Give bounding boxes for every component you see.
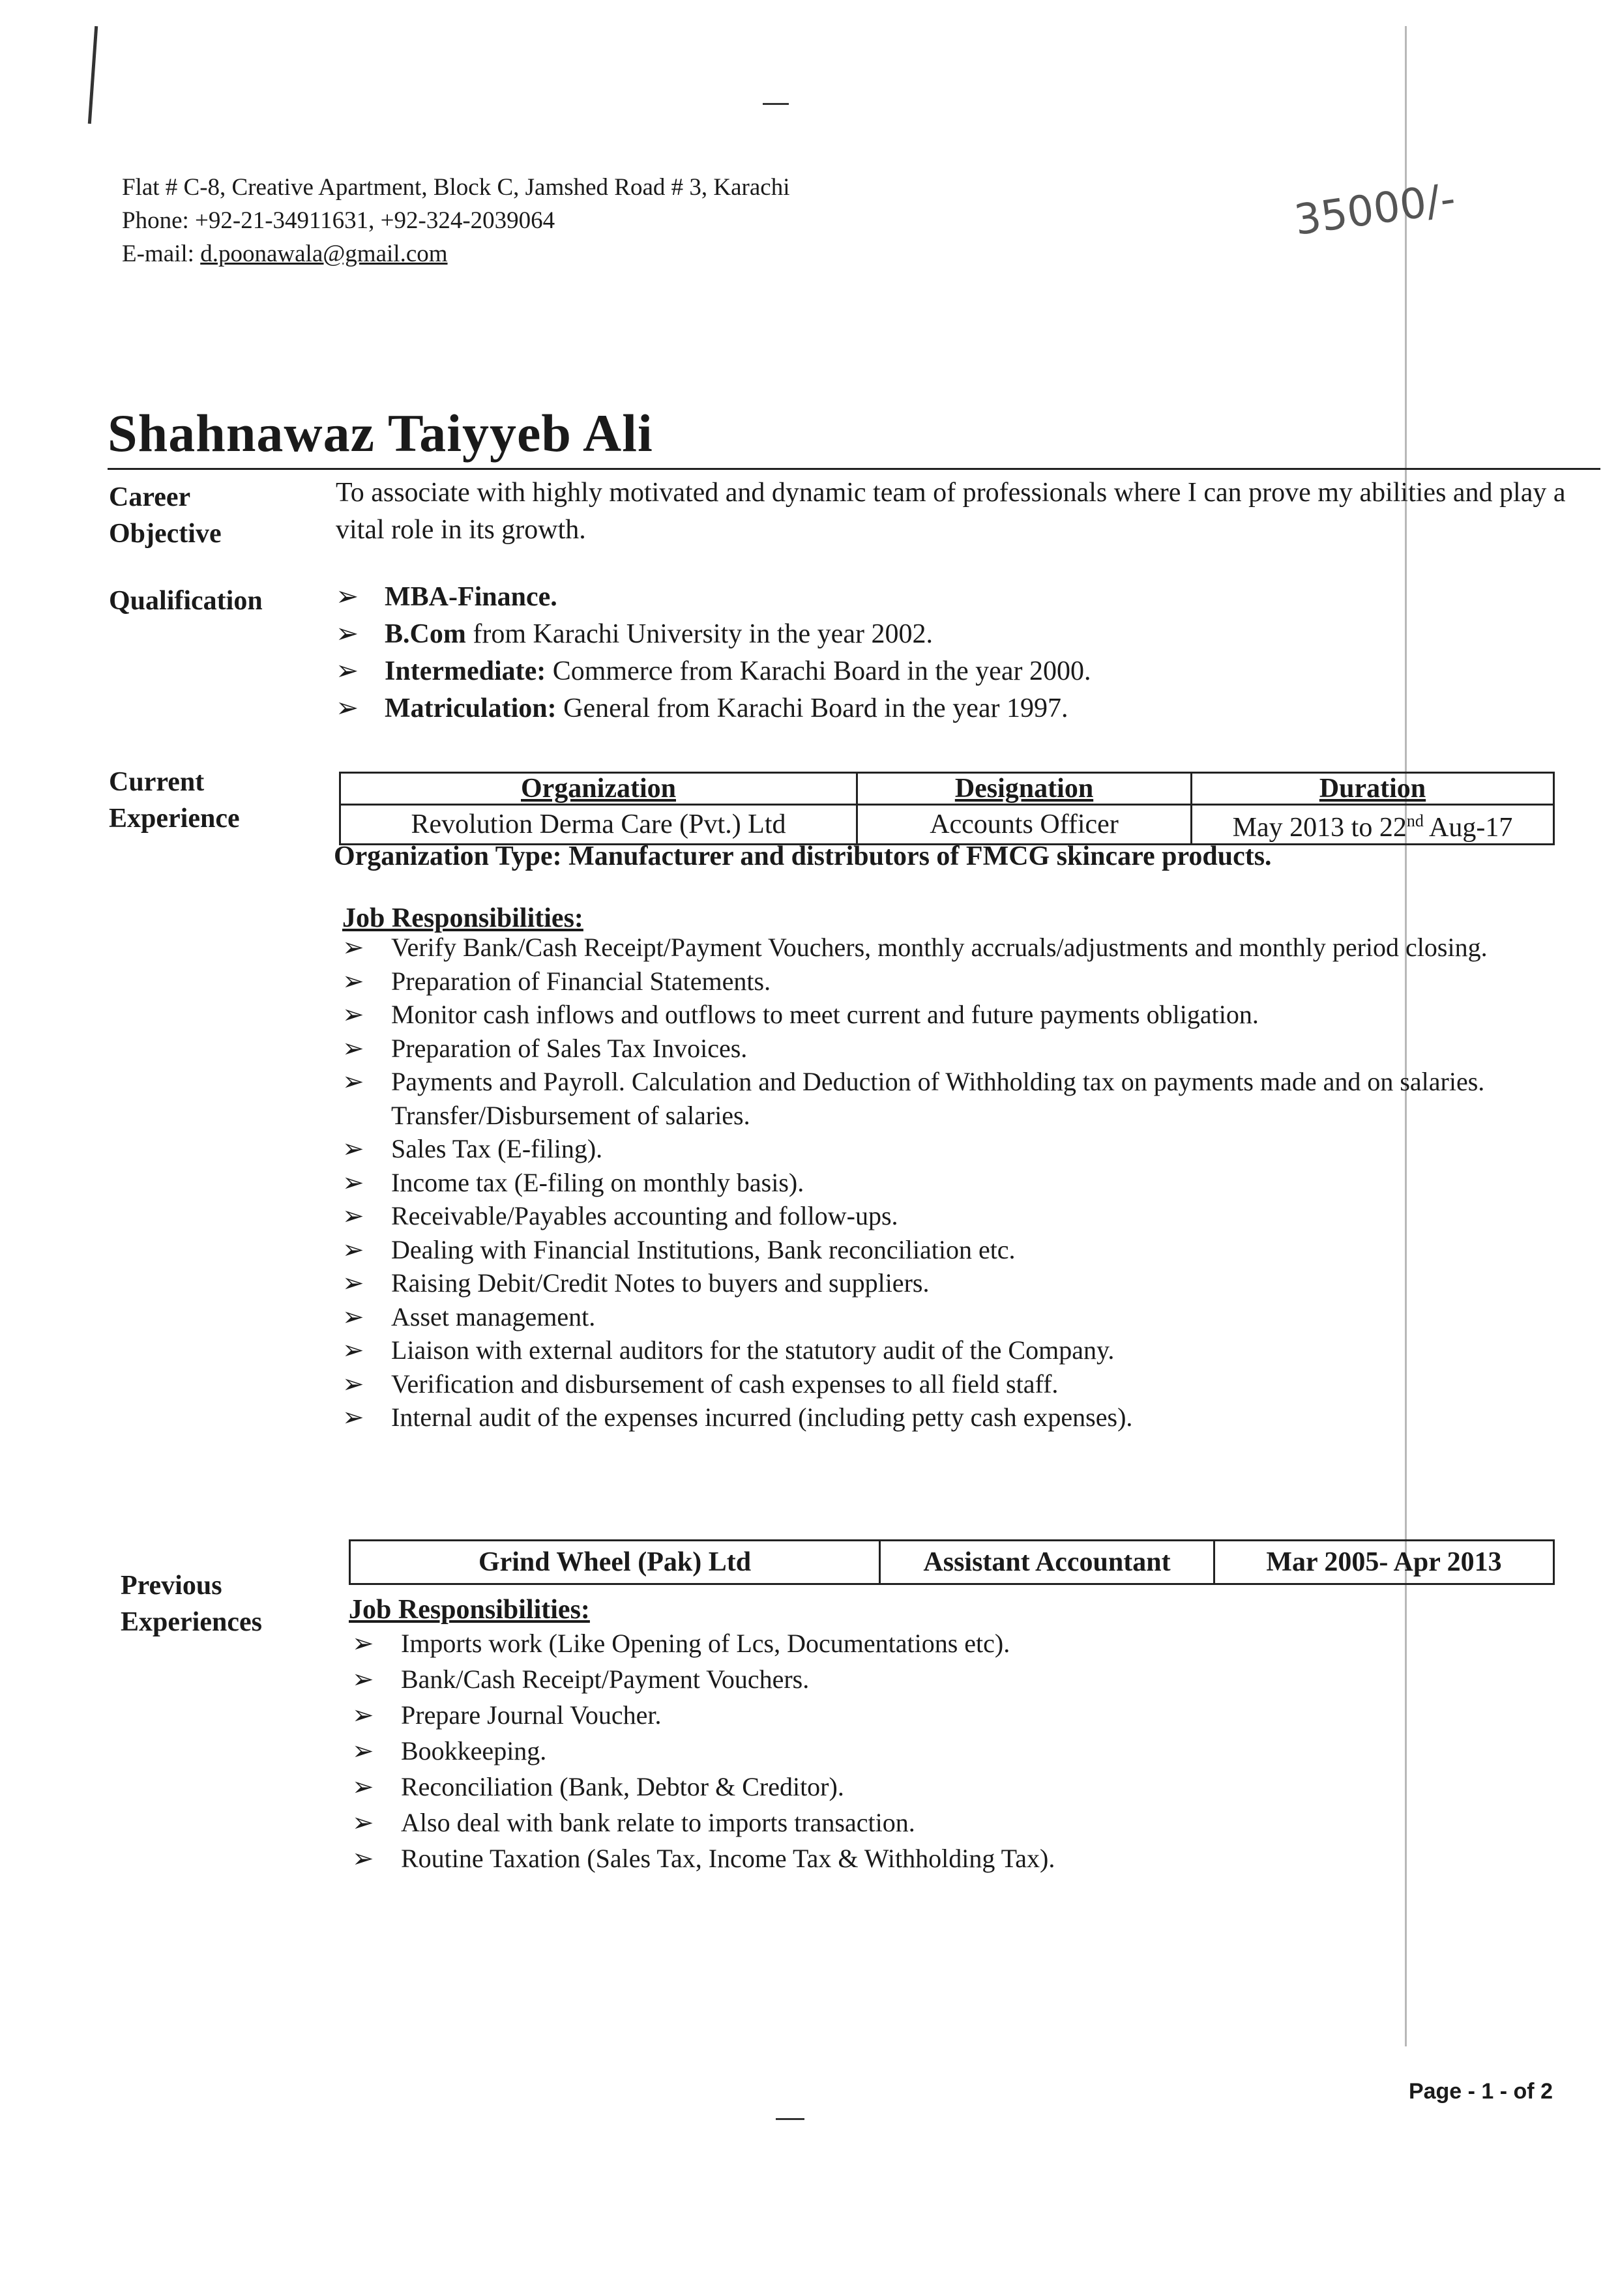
arrow-bullet-icon: ➢	[342, 966, 364, 996]
previous-experience-table	[349, 1539, 1555, 1585]
arrow-bullet-icon: ➢	[352, 1664, 374, 1694]
item-text: Dealing with Financial Institutions, Bank reconciliation etc.	[391, 1234, 1016, 1264]
phone: Phone: +92-21-34911631, +92-324-2039064	[122, 207, 555, 234]
previous-job-heading: Job Responsibilities:	[349, 1595, 590, 1625]
arrow-bullet-icon: ➢	[342, 1033, 364, 1063]
list-item	[336, 616, 1597, 653]
item-text: Sales Tax (E-filing).	[391, 1134, 603, 1163]
job-responsibilities-heading: Job Responsibilities:	[342, 903, 583, 933]
list-item	[342, 998, 1597, 1032]
label-line: Previous	[121, 1571, 222, 1601]
duration-sup: nd	[1406, 811, 1424, 830]
list-item	[352, 1697, 1591, 1733]
arrow-bullet-icon: ➢	[342, 1134, 364, 1163]
list-item	[342, 1199, 1597, 1233]
item-text: Receivable/Payables accounting and follow-ups.	[391, 1201, 898, 1230]
arrow-bullet-icon: ➢	[342, 933, 364, 962]
list-item	[336, 579, 1597, 616]
header-designation: Designation	[857, 773, 1192, 805]
arrow-bullet-icon: ➢	[342, 1201, 364, 1230]
label-line: Experience	[109, 804, 240, 834]
list-item	[342, 1266, 1597, 1300]
item-text: Internal audit of the expenses incurred (including petty cash expenses).	[391, 1402, 1133, 1432]
cell-designation: Assistant Accountant	[880, 1541, 1214, 1584]
arrow-bullet-icon: ➢	[336, 693, 359, 723]
qualification-list	[336, 579, 1597, 727]
item-text: Raising Debit/Credit Notes to buyers and suppliers.	[391, 1268, 930, 1298]
item-title: Matriculation:	[385, 693, 557, 723]
list-item	[342, 1333, 1597, 1367]
item-text: Monitor cash inflows and outflows to meet current and future payments obligation.	[391, 1000, 1259, 1029]
item-text: Imports work (Like Opening of Lcs, Documentations etc).	[401, 1629, 1010, 1658]
list-item	[342, 1401, 1597, 1434]
organization-type: Organization Type: Manufacturer and distributors of FMCG skincare products.	[334, 841, 1272, 871]
arrow-bullet-icon: ➢	[342, 1000, 364, 1029]
item-text: Bookkeeping.	[401, 1736, 547, 1766]
career-objective-label	[109, 479, 222, 552]
previous-experience-label	[121, 1567, 262, 1640]
arrow-bullet-icon: ➢	[342, 1369, 364, 1399]
list-item	[342, 1032, 1597, 1066]
career-objective-text: To associate with highly motivated and dynamic team of professionals where I can prove my abilities and play a vital role in its growth.	[336, 478, 1566, 545]
list-item	[342, 1166, 1597, 1200]
list-item	[342, 931, 1597, 965]
item-title: MBA-Finance.	[385, 582, 557, 612]
current-experience-table	[339, 772, 1555, 845]
cell-designation: Accounts Officer	[857, 805, 1192, 845]
contact-block	[122, 171, 790, 270]
item-title: B.Com	[385, 619, 466, 649]
handwritten-note: 35000/-	[1291, 175, 1459, 245]
item-title: Intermediate:	[385, 656, 546, 686]
previous-responsibilities	[352, 1625, 1591, 1876]
candidate-name: Shahnawaz Taiyyeb Ali	[108, 403, 653, 463]
item-text: Prepare Journal Voucher.	[401, 1700, 662, 1730]
cell-duration: Mar 2005- Apr 2013	[1214, 1541, 1554, 1584]
arrow-bullet-icon: ➢	[342, 1402, 364, 1432]
list-item	[336, 690, 1597, 727]
item-text: Preparation of Sales Tax Invoices.	[391, 1033, 748, 1063]
item-text: Verification and disbursement of cash expenses to all field staff.	[391, 1369, 1059, 1399]
item-text: Payments and Payroll. Calculation and Deduction of Withholding tax on payments made and on salaries. Transfer/Disbursement of salaries.	[391, 1067, 1485, 1130]
label-line: Current	[109, 767, 205, 797]
list-item	[336, 653, 1597, 690]
page-number: Page - 1 - of 2	[1408, 2079, 1553, 2104]
qualification-bullets	[336, 579, 1597, 727]
label-line: Experiences	[121, 1607, 262, 1637]
qualification-label: Qualification	[109, 586, 263, 616]
arrow-bullet-icon: ➢	[342, 1167, 364, 1197]
arrow-bullet-icon: ➢	[342, 1234, 364, 1264]
email-label: E-mail:	[122, 240, 201, 267]
list-item	[342, 1300, 1597, 1334]
email-link[interactable]: d.poonawala@gmail.com	[200, 240, 448, 267]
current-responsibility-list	[342, 931, 1597, 1434]
header-duration: Duration	[1192, 773, 1554, 805]
arrow-bullet-icon: ➢	[352, 1772, 374, 1801]
current-responsibilities	[342, 931, 1597, 1434]
item-text: Reconciliation (Bank, Debtor & Creditor).	[401, 1772, 844, 1801]
cell-organization: Revolution Derma Care (Pvt.) Ltd	[340, 805, 857, 845]
item-text: Also deal with bank relate to imports transaction.	[401, 1808, 915, 1837]
item-text: Preparation of Financial Statements.	[391, 966, 771, 996]
item-text: Commerce from Karachi Board in the year 2000.	[546, 656, 1091, 686]
current-experience-label	[109, 764, 240, 837]
arrow-bullet-icon: ➢	[342, 1335, 364, 1365]
list-item	[342, 1367, 1597, 1401]
list-item	[342, 1233, 1597, 1267]
list-item	[342, 965, 1597, 998]
arrow-bullet-icon: ➢	[336, 582, 359, 612]
email-line	[122, 237, 790, 270]
scan-mark	[763, 103, 789, 105]
duration-text: May 2013 to 22	[1232, 813, 1407, 843]
item-text: Bank/Cash Receipt/Payment Vouchers.	[401, 1664, 810, 1694]
list-item	[352, 1769, 1591, 1805]
arrow-bullet-icon: ➢	[352, 1736, 374, 1766]
arrow-bullet-icon: ➢	[352, 1808, 374, 1837]
scan-mark	[776, 2118, 804, 2120]
item-text: Asset management.	[391, 1301, 596, 1331]
arrow-bullet-icon: ➢	[342, 1067, 364, 1096]
list-item	[342, 1065, 1597, 1132]
arrow-bullet-icon: ➢	[336, 619, 359, 649]
previous-experience-table-wrap	[349, 1539, 1555, 1585]
arrow-bullet-icon: ➢	[352, 1700, 374, 1730]
arrow-bullet-icon: ➢	[336, 656, 359, 686]
list-item	[352, 1661, 1591, 1697]
name-divider	[108, 468, 1600, 470]
item-text: Verify Bank/Cash Receipt/Payment Vouchers, monthly accruals/adjustments and monthly period closing.	[391, 933, 1488, 962]
list-item	[352, 1733, 1591, 1769]
list-item	[352, 1840, 1591, 1876]
cell-organization: Grind Wheel (Pak) Ltd	[350, 1541, 880, 1584]
current-experience-table-wrap	[339, 772, 1555, 845]
header-organization: Organization	[340, 773, 857, 805]
arrow-bullet-icon: ➢	[342, 1301, 364, 1331]
arrow-bullet-icon: ➢	[352, 1844, 374, 1873]
list-item	[352, 1625, 1591, 1661]
scan-mark	[88, 26, 98, 124]
cell-duration	[1192, 805, 1554, 845]
item-text: Liaison with external auditors for the statutory audit of the Company.	[391, 1335, 1115, 1365]
arrow-bullet-icon: ➢	[342, 1268, 364, 1298]
arrow-bullet-icon: ➢	[352, 1629, 374, 1658]
list-item	[352, 1805, 1591, 1840]
duration-text: Aug-17	[1423, 813, 1513, 843]
address: Flat # C-8, Creative Apartment, Block C, Jamshed Road # 3, Karachi	[122, 174, 790, 201]
item-text: General from Karachi Board in the year 1997.	[556, 693, 1068, 723]
item-text: Routine Taxation (Sales Tax, Income Tax & Withholding Tax).	[401, 1844, 1055, 1873]
label-line: Objective	[109, 519, 222, 549]
previous-responsibility-list	[352, 1625, 1591, 1876]
list-item	[342, 1132, 1597, 1166]
item-text: from Karachi University in the year 2002.	[465, 619, 933, 649]
item-text: Income tax (E-filing on monthly basis).	[391, 1167, 804, 1197]
label-line: Career	[109, 482, 191, 512]
